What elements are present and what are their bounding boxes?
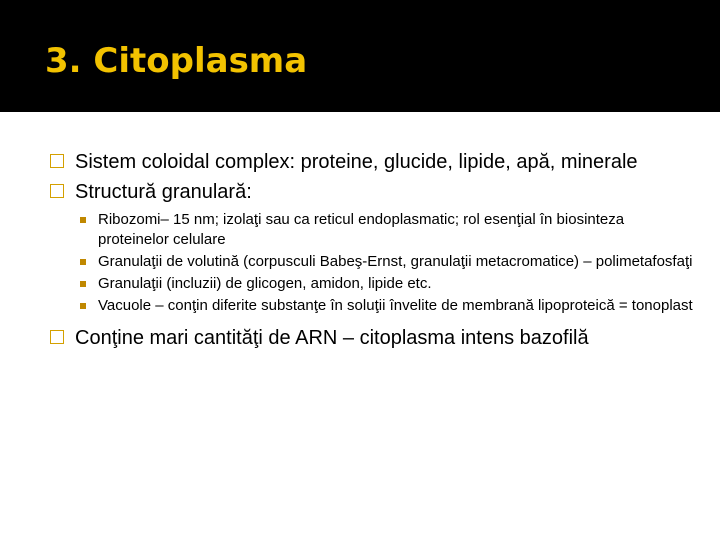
bullet-item (48, 178, 698, 206)
bullet-text: Sistem coloidal complex: proteine, glucide, lipide, apă, minerale (75, 151, 638, 173)
bullet-text: Conţine mari cantităţi de ARN – citoplasma intens bazofilă (75, 327, 589, 349)
bullet-item (48, 148, 698, 176)
sub-bullet-text: Granulaţii de volutină (corpusculi Babeş-Ernst, granulaţii metacromatice) – polimetafosfaţi (98, 253, 693, 270)
square-bullet-icon (80, 217, 86, 223)
bullet-text: Structură granulară: (75, 181, 252, 203)
sub-bullet-list (78, 210, 698, 316)
sub-bullet-text: Ribozomi– 15 nm; izolaţi sau ca reticul endoplasmatic; rol esenţial în biosinteza proteinelor celulare (98, 211, 625, 248)
square-bullet-icon (80, 259, 86, 265)
sub-bullet-item (78, 210, 698, 250)
bullet-item (48, 324, 698, 352)
checkbox-bullet-icon (50, 330, 64, 344)
slide-title: 3. Citoplasma (45, 41, 308, 81)
title-band (0, 0, 720, 112)
sub-bullet-item (78, 252, 698, 272)
checkbox-bullet-icon (50, 184, 64, 198)
checkbox-bullet-icon (50, 154, 64, 168)
sub-bullet-text: Vacuole – conţin diferite substanţe în soluţii învelite de membrană lipoproteică = tonoplast (98, 297, 693, 314)
sub-bullet-text: Granulaţii (incluzii) de glicogen, amidon, lipide etc. (98, 275, 432, 292)
sub-bullet-item (78, 296, 698, 316)
slide-content (48, 148, 698, 354)
sub-bullet-item (78, 274, 698, 294)
square-bullet-icon (80, 281, 86, 287)
square-bullet-icon (80, 303, 86, 309)
